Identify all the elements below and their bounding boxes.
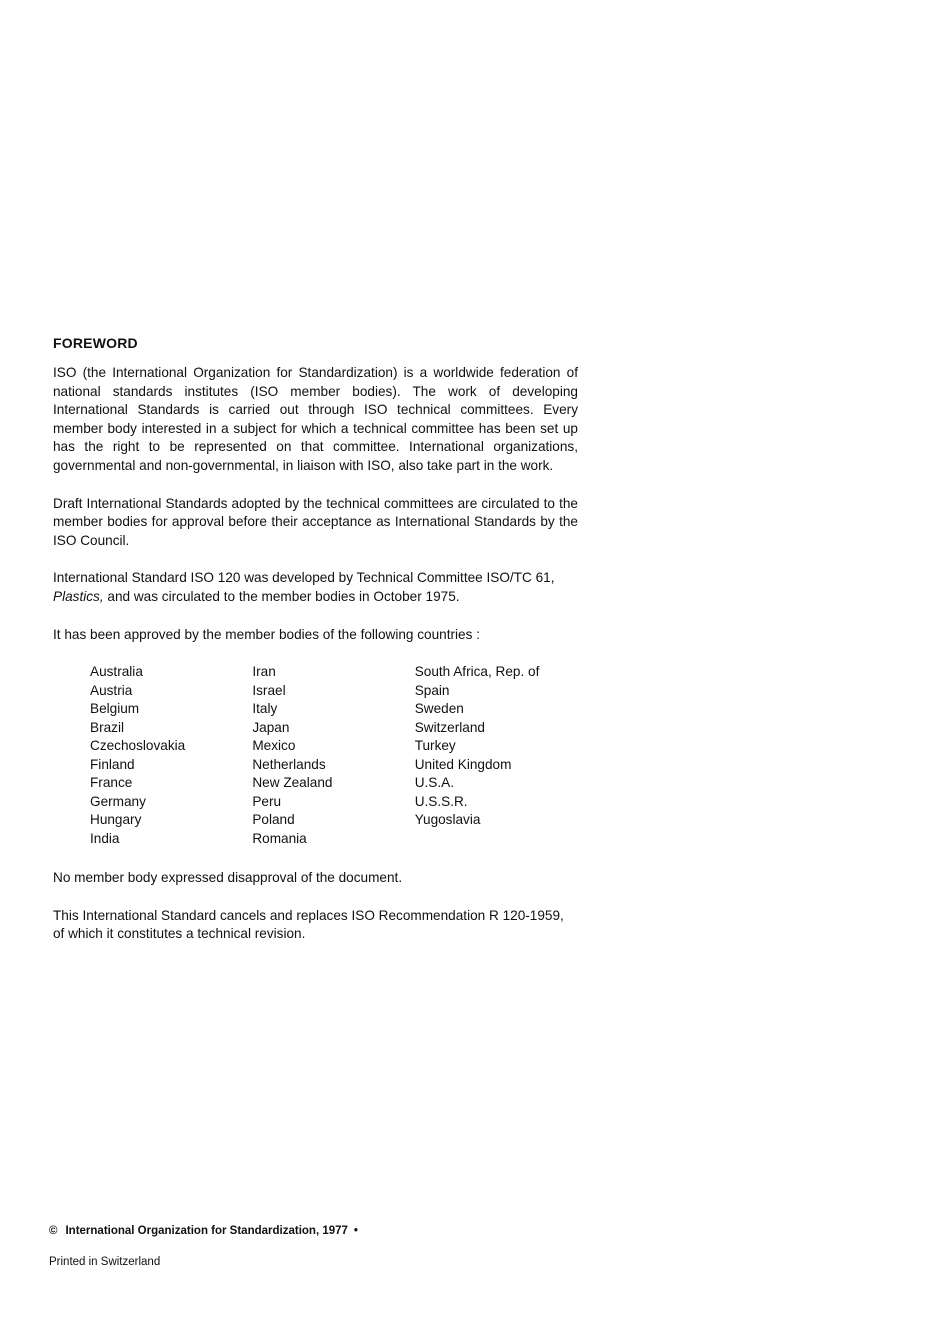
countries-column-3 [415, 663, 578, 848]
country-item: Netherlands [252, 756, 326, 772]
copyright-icon: © [49, 1225, 58, 1237]
country-item: Australia [90, 664, 143, 680]
foreword-paragraph-5: No member body expressed disapproval of the document. [53, 870, 403, 886]
country-item: Sweden [414, 701, 464, 717]
country-item: Hungary [90, 812, 142, 828]
country-item: France [90, 775, 133, 791]
country-item: Czechoslovakia [90, 738, 186, 754]
country-item: Israel [252, 682, 286, 698]
foreword-paragraph-4: It has been approved by the member bodies of the following countries : [53, 626, 480, 642]
foreword-paragraph-6: This International Standard cancels and replaces ISO Recommendation R 120-1959, of which it constitutes a technical revision. [53, 907, 564, 942]
country-item: Turkey [414, 738, 456, 754]
paragraph-3-text-before: International Standard ISO 120 was developed by Technical Committee ISO/TC 61, [53, 570, 555, 586]
country-item: Finland [90, 756, 135, 772]
foreword-section [53, 334, 578, 963]
foreword-heading: FOREWORD [53, 335, 138, 351]
paragraph-3-text-after: and was circulated to the member bodies in October 1975. [103, 588, 460, 604]
countries-column-2 [252, 663, 414, 848]
country-item: New Zealand [252, 775, 333, 791]
committee-title-plastics: Plastics, [53, 588, 104, 604]
copyright-notice [49, 1223, 358, 1239]
country-item: Italy [252, 701, 278, 717]
country-item: Brazil [90, 719, 124, 735]
country-item: Austria [90, 682, 133, 698]
foreword-paragraph-3 [53, 569, 578, 606]
country-item: United Kingdom [414, 756, 512, 772]
country-item: Belgium [90, 701, 140, 717]
printed-location: Printed in Switzerland [49, 1256, 161, 1268]
country-item: Yugoslavia [414, 812, 481, 828]
country-item: South Africa, Rep. of [414, 664, 540, 680]
copyright-text: International Organization for Standardization, 1977 [65, 1225, 348, 1237]
country-item: Poland [252, 812, 295, 828]
country-item: U.S.S.R. [414, 793, 468, 809]
country-item: Peru [252, 793, 282, 809]
country-item: India [90, 830, 120, 846]
country-item: Romania [252, 830, 307, 846]
country-item: Mexico [252, 738, 296, 754]
bullet-icon: • [353, 1225, 358, 1237]
country-item: Spain [414, 682, 450, 698]
country-item: U.S.A. [414, 775, 454, 791]
foreword-paragraph-2: Draft International Standards adopted by the technical committees are circulated to the member bodies for approval before their acceptance as International Standards by the ISO Council. [53, 495, 578, 548]
country-item: Japan [252, 719, 290, 735]
countries-list [90, 663, 578, 848]
country-item: Iran [252, 664, 276, 680]
countries-column-1 [90, 663, 252, 848]
foreword-paragraph-1: ISO (the International Organization for Standardization) is a worldwide federation of national standards institutes (ISO member bodies). The work of developing International Standards is carried out through ISO technical committees. Every member body interested in a subject for which a technical committee has been set up has the right to be represented on that committee. International organizations, governmental and non-governmental, in liaison with ISO, also take part in the work. [53, 365, 578, 473]
country-item: Switzerland [414, 719, 485, 735]
country-item: Germany [90, 793, 146, 809]
